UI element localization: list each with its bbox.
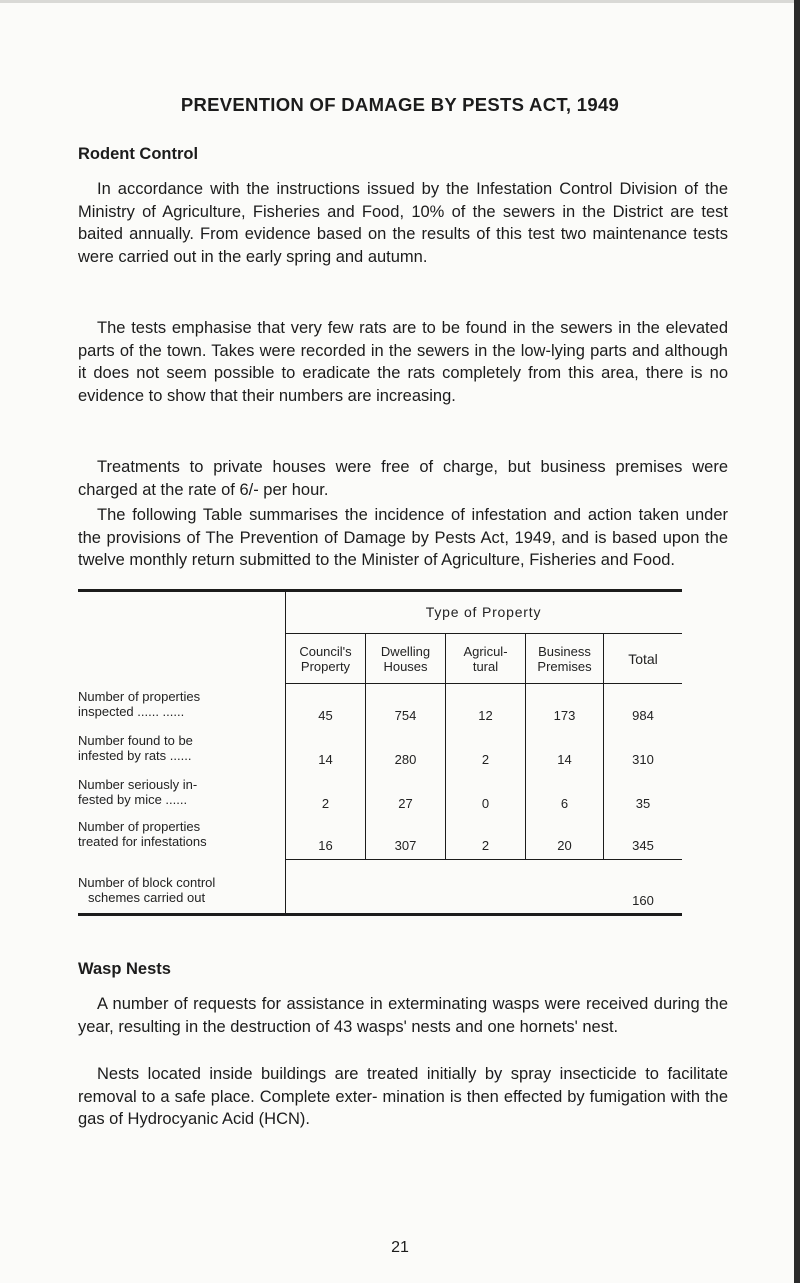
- page-top-edge: [0, 0, 800, 3]
- infestation-table: [78, 589, 682, 917]
- table-top-rule: [78, 589, 682, 592]
- value-cell: 20: [557, 838, 572, 853]
- value-cell: 35: [635, 796, 651, 811]
- rodent-paragraph-4: The following Table summarises the incidence of infestation and action taken under the provisions of The Prevention of Damage by Pests Act, 1949, and is based upon the twelve monthly return submitted to the Minister of Agriculture, Fisheries and Food.: [78, 506, 728, 569]
- row-label-block-control: [78, 875, 283, 905]
- wasp-paragraph-2: Nests located inside buildings are treated initially by spray insecticide to facilitate removal to a safe place. Complete exter- mination is then effected by fumigation with the gas of Hydrocyanic Acid (HCN).: [78, 1065, 728, 1128]
- row-label-rats: [78, 733, 283, 763]
- wasp-paragraph-1: A number of requests for assistance in exterminating wasps were received during the year, resulting in the destruction of 43 wasps' nests and one hornets' nest.: [78, 995, 728, 1036]
- rodent-paragraph-2: The tests emphasise that very few rats are to be found in the sewers in the elevated parts of the town. Takes were recorded in the sewers in the low-lying parts and although it does not seem possible to eradicate the rats completely from this area, there is no evidence to show that their numbers are increasing.: [78, 319, 728, 405]
- value-cell: 754: [394, 708, 417, 723]
- wasp-nests-heading: Wasp Nests: [78, 960, 171, 978]
- value-cell: 0: [481, 796, 490, 811]
- value-cell: 280: [394, 752, 417, 767]
- value-cell: 27: [398, 796, 413, 811]
- row-label-line-1: Number seriously in-: [78, 777, 198, 792]
- col-header-line-2: Houses: [383, 659, 428, 674]
- row-label-mice: [78, 777, 283, 807]
- rodent-control-heading: Rodent Control: [78, 145, 199, 163]
- group-header: Type of Property: [425, 604, 542, 620]
- col-header-dwelling: [366, 644, 445, 674]
- value-cell: 2: [481, 752, 490, 767]
- col-header-business: [526, 644, 603, 674]
- col-header-total: [604, 652, 682, 667]
- col-header-line-1: Council's: [299, 644, 352, 659]
- row-label-inspected: [78, 689, 283, 719]
- block-control-total: 160: [632, 893, 654, 908]
- col-header-line-2: tural: [472, 659, 499, 674]
- row-label-line-1: Number of properties: [78, 689, 201, 704]
- row-label-line-2: fested by mice ......: [78, 792, 188, 807]
- col-header-line-2: Premises: [537, 659, 592, 674]
- value-cell: 310: [632, 752, 654, 767]
- value-cell: 2: [321, 796, 330, 811]
- value-cell: 984: [632, 708, 654, 723]
- rodent-paragraph-3: Treatments to private houses were free of charge, but business premises were charged at the rate of 6/- per hour.: [78, 458, 728, 499]
- block-row-rule: [285, 859, 682, 860]
- row-label-line-1: Number of block control: [78, 875, 216, 890]
- value-cell: 16: [318, 838, 333, 853]
- table-bottom-rule: [78, 913, 682, 916]
- col-header-line-1: Dwelling: [380, 644, 431, 659]
- value-cell: 14: [318, 752, 333, 767]
- rodent-paragraph-1: In accordance with the instructions issued by the Infestation Control Division of the Ministry of Agriculture, Fisheries and Food, 10% of the sewers in the District are test baited annually. From evidence based on the results of this test two maintenance tests were carried out in the early spring and autumn.: [78, 180, 728, 266]
- col-header-councils: [285, 644, 366, 674]
- row-label-line-2: infested by rats ......: [78, 748, 192, 763]
- col-header-agricultural: [446, 644, 525, 674]
- value-cell: 45: [318, 708, 333, 723]
- col-header-line-1: Business: [538, 644, 591, 659]
- value-cell: 2: [481, 838, 490, 853]
- row-label-line-1: Number found to be: [78, 733, 193, 748]
- value-cell: 14: [557, 752, 572, 767]
- value-cell: 173: [553, 708, 576, 723]
- value-cell: 345: [632, 838, 654, 853]
- col-header-line-1: Total: [628, 651, 658, 667]
- col-header-line-2: Property: [300, 659, 351, 674]
- value-cell: 307: [394, 838, 417, 853]
- column-header-rule: [285, 683, 682, 684]
- row-label-treated: [78, 819, 283, 849]
- page-title: PREVENTION OF DAMAGE BY PESTS ACT, 1949: [180, 94, 620, 115]
- row-label-line-2: schemes carried out: [88, 890, 206, 905]
- row-label-line-1: Number of properties: [78, 819, 201, 834]
- row-label-line-2: inspected ...... ......: [78, 704, 185, 719]
- page-number: 21: [391, 1239, 409, 1256]
- value-cell: 12: [478, 708, 493, 723]
- page-right-edge: [794, 0, 800, 1283]
- row-label-line-2: treated for infestations: [78, 834, 207, 849]
- group-header-rule: [285, 633, 682, 634]
- value-cell: 6: [560, 796, 569, 811]
- col-header-line-1: Agricul-: [463, 644, 508, 659]
